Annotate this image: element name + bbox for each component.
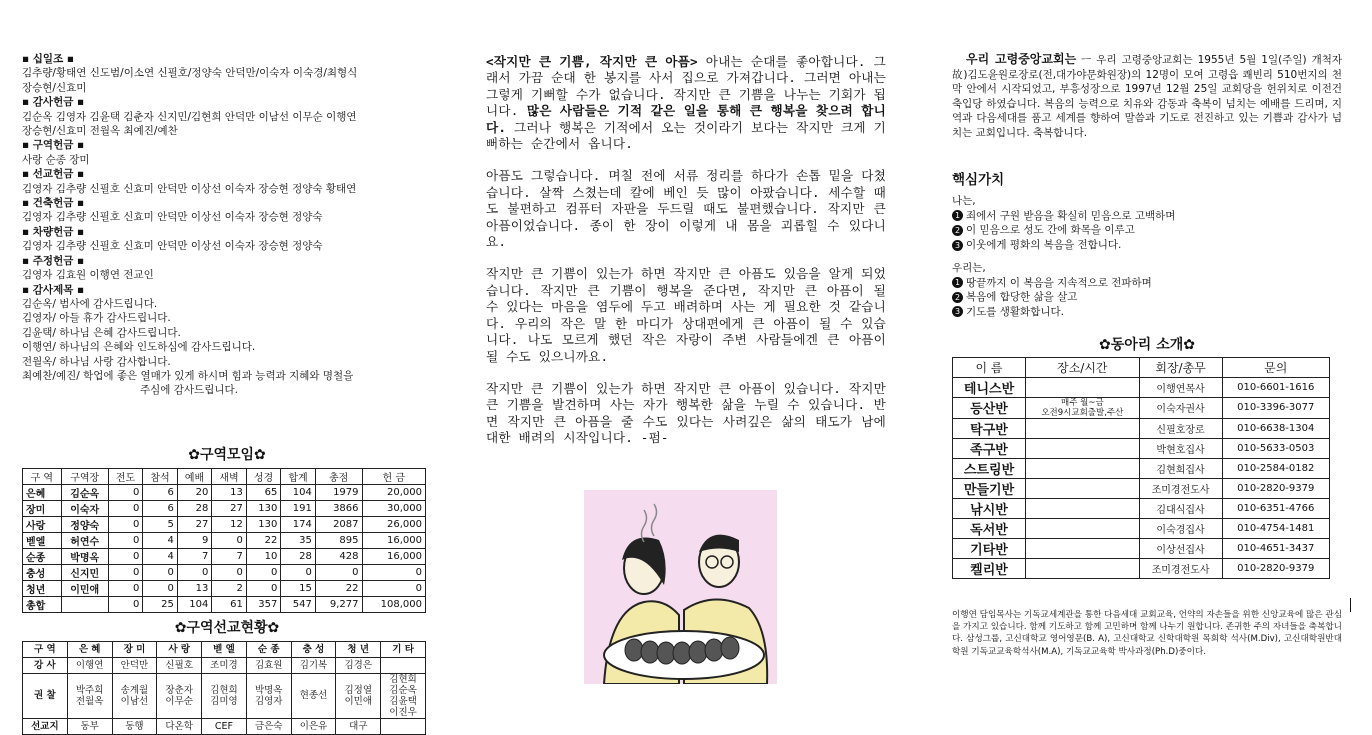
- table-cell: 0: [108, 532, 143, 548]
- table-cell: 동행: [112, 718, 157, 734]
- table-cell: 130: [246, 500, 281, 516]
- core-value-text: 기도를 생활화합니다.: [966, 305, 1064, 318]
- table-cell: [1026, 478, 1140, 498]
- table-cell: 4: [143, 548, 178, 564]
- table-cell: 191: [281, 500, 316, 516]
- table-cell: 16,000: [362, 548, 425, 564]
- column-header: 순 종: [246, 641, 291, 657]
- row-label: 권 찰: [23, 673, 68, 718]
- table-cell: 0: [281, 564, 316, 580]
- table-cell: 김순옥: [61, 484, 108, 500]
- row-label: 벧엘: [23, 532, 62, 548]
- number-badge-icon: 1: [952, 210, 963, 221]
- core-value-text: 죄에서 구원 받음을 확실히 믿음으로 고백하며: [966, 209, 1176, 222]
- table-cell: 010-3396-3077: [1222, 397, 1329, 418]
- offering-heading: ▪ 건축헌금 ▪: [22, 196, 432, 210]
- table-cell: 010-2584-0182: [1222, 458, 1329, 478]
- table-row: [23, 596, 426, 612]
- table-cell: 010-4651-3437: [1222, 538, 1329, 558]
- offering-heading: ▪ 선교헌금 ▪: [22, 167, 432, 181]
- column-header: 문의: [1222, 357, 1329, 377]
- table-cell: 16,000: [362, 532, 425, 548]
- offering-heading: ▪ 십일조 ▪: [22, 52, 432, 66]
- table-cell: 장춘자 이무순: [157, 673, 202, 718]
- row-label: 선교지: [23, 718, 68, 734]
- core-value-item: [952, 276, 1342, 291]
- offering-line: 최예찬/예진/ 학업에 좋은 열매가 있게 하시며 힘과 능력과 지혜와 명철을: [22, 369, 354, 382]
- mission-status-table: [22, 641, 426, 735]
- core-value-text: 땅끝까지 이 복음을 지속적으로 전파하며: [966, 276, 1152, 289]
- row-label: 은혜: [23, 484, 62, 500]
- essay-bold-text: 많은 사람들은 기적 같은 일을 통해 큰 행복을 찾으려 합니다.: [486, 103, 886, 135]
- table-cell: 이숙자: [61, 500, 108, 516]
- offering-line: 김영자/ 아들 휴가 감사드립니다.: [22, 312, 171, 325]
- table-cell: [1026, 418, 1140, 438]
- table-cell: 김효원: [246, 657, 291, 673]
- table-cell: 동부: [67, 718, 112, 734]
- table-cell: 20: [177, 484, 212, 500]
- table-cell: 0: [108, 580, 143, 596]
- core-value-item: [952, 209, 1342, 224]
- table-cell: [381, 718, 426, 734]
- club-name: 탁구반: [953, 418, 1026, 438]
- row-label: 충성: [23, 564, 62, 580]
- table-cell: 허연수: [61, 532, 108, 548]
- column-header: 총점: [315, 468, 362, 484]
- number-badge-icon: 3: [952, 240, 963, 251]
- column-header: 전도: [108, 468, 143, 484]
- table-cell: 금은숙: [246, 718, 291, 734]
- offering-line: 장승현/신효미 전월옥 최예진/예찬: [22, 125, 178, 138]
- offering-line: 김영자 김효원 이행연 전교인: [22, 269, 154, 282]
- column-header: 회장/총무: [1139, 357, 1222, 377]
- table-cell: 30,000: [362, 500, 425, 516]
- table-row: [23, 673, 426, 718]
- table-header-row: [23, 641, 426, 657]
- table-cell: 174: [281, 516, 316, 532]
- table-row: [953, 478, 1330, 498]
- offering-line: 전월옥/ 하나님 사랑 감사합니다.: [22, 355, 171, 368]
- core-value-item: [952, 223, 1342, 238]
- club-name: 테니스반: [953, 377, 1026, 397]
- table-row: [953, 458, 1330, 478]
- table-cell: 박명옥: [61, 548, 108, 564]
- table-cell: 0: [362, 580, 425, 596]
- table-cell: 28: [177, 500, 212, 516]
- core-values-list-2: [952, 276, 1342, 320]
- table-cell: 22: [315, 580, 362, 596]
- table-cell: 신지민: [61, 564, 108, 580]
- column-header: 참석: [143, 468, 178, 484]
- offering-heading: ▪ 구역헌금 ▪: [22, 138, 432, 152]
- table-cell: [61, 596, 108, 612]
- offering-line: 김윤택/ 하나님 은혜 감사드립니다.: [22, 326, 181, 339]
- table-cell: 0: [143, 580, 178, 596]
- table-cell: 신필호: [157, 657, 202, 673]
- table-cell: 정양숙: [61, 516, 108, 532]
- table-cell: 0: [108, 564, 143, 580]
- group-meeting-title: ✿구역모임✿: [188, 446, 266, 463]
- column-header: 구역장: [61, 468, 108, 484]
- column-header: 장 미: [112, 641, 157, 657]
- club-name: 켈리반: [953, 558, 1026, 578]
- table-cell: 25: [143, 596, 178, 612]
- row-label: 순종: [23, 548, 62, 564]
- text-cursor: [1350, 598, 1351, 612]
- couple-eating-icon: [584, 490, 777, 684]
- table-cell: [1026, 438, 1140, 458]
- table-cell: 3866: [315, 500, 362, 516]
- row-label: 강 사: [23, 657, 68, 673]
- table-cell: 2: [212, 580, 247, 596]
- table-cell: 0: [246, 580, 281, 596]
- table-cell: 010-2820-9379: [1222, 558, 1329, 578]
- table-cell: 조미경전도사: [1139, 558, 1222, 578]
- offering-heading: ▪ 주정헌금 ▪: [22, 254, 432, 268]
- table-cell: 조미경: [202, 657, 247, 673]
- left-column: [22, 0, 432, 735]
- essay-paragraph-3: 작지만 큰 기쁨이 있는가 하면 작지만 큰 아픔도 있음을 알게 되었습니다. 작지만 큰 기쁨이 행복을 준다면, 작지만 큰 아픔이 될 수 있다는 마음을 염두에 두고 배려하며 사는 게 필요한 것 같습니다. 우리의 작은 말 한 마디가 상대편에게 큰 아픔이 될 수 있습니다. 나도 모르게 했던 작은 자랑이 주변 사람들에겐 큰 아픔이 될 수도 있으니까요.: [486, 266, 886, 364]
- table-cell: 0: [108, 596, 143, 612]
- table-cell: 28: [281, 548, 316, 564]
- table-cell: 0: [246, 564, 281, 580]
- table-cell: 61: [212, 596, 247, 612]
- right-column: [952, 0, 1342, 658]
- table-cell: 김정열 이민애: [336, 673, 381, 718]
- table-cell: 895: [315, 532, 362, 548]
- column-header: 새벽: [212, 468, 247, 484]
- table-cell: 010-6638-1304: [1222, 418, 1329, 438]
- church-intro: [952, 52, 1342, 140]
- table-cell: 547: [281, 596, 316, 612]
- offering-list: [22, 52, 432, 398]
- table-cell: 0: [108, 548, 143, 564]
- table-row: [953, 377, 1330, 397]
- table-row: [23, 532, 426, 548]
- essay-paragraph-1: [486, 54, 886, 152]
- table-cell: 조미경전도사: [1139, 478, 1222, 498]
- table-row: [23, 516, 426, 532]
- offering-line: 주심에 감사드립니다.: [140, 384, 238, 397]
- table-cell: 박현호집사: [1139, 438, 1222, 458]
- table-cell: 송계월 이남선: [112, 673, 157, 718]
- table-cell: 010-2820-9379: [1222, 478, 1329, 498]
- table-cell: 27: [212, 500, 247, 516]
- table-cell: 김현희 김미영: [202, 673, 247, 718]
- table-cell: 35: [281, 532, 316, 548]
- essay-text-end: 그러나 행복은 기적에서 오는 것이라기 보다는 작지만 크게 기뻐하는 순간에서 옵니다.: [486, 119, 886, 152]
- table-cell: [1026, 558, 1140, 578]
- table-cell: 13: [177, 580, 212, 596]
- table-cell: 이숙경집사: [1139, 518, 1222, 538]
- table-row: [23, 718, 426, 734]
- club-table: [952, 357, 1330, 579]
- offering-line: 김추량/황태연 신도범/이소연 신필호/정양숙 안덕만/이숙자 이숙경/최형식: [22, 67, 358, 80]
- table-cell: [1026, 458, 1140, 478]
- table-cell: 0: [143, 564, 178, 580]
- table-row: [953, 397, 1330, 418]
- column-header: 구 역: [23, 641, 68, 657]
- table-cell: 다온학: [157, 718, 202, 734]
- offering-heading: ▪ 차량헌금 ▪: [22, 225, 432, 239]
- column-header: 기 타: [381, 641, 426, 657]
- table-cell: 010-5633-0503: [1222, 438, 1329, 458]
- table-cell: 010-6601-1616: [1222, 377, 1329, 397]
- core-values-title: 핵심가치: [952, 172, 1005, 188]
- table-row: [953, 558, 1330, 578]
- table-cell: 박주희 전월옥: [67, 673, 112, 718]
- table-row: [23, 484, 426, 500]
- offering-line: 김영자 김추량 신필호 신효미 안덕만 이상선 이숙자 장승현 정양숙 황태연: [22, 182, 357, 195]
- table-cell: 27: [177, 516, 212, 532]
- table-cell: [1026, 518, 1140, 538]
- table-cell: 5: [143, 516, 178, 532]
- table-cell: 매주 월~금 오전9시교회출발,주산: [1026, 397, 1140, 418]
- core-value-item: [952, 290, 1342, 305]
- table-cell: 10: [246, 548, 281, 564]
- column-header: 벧 엘: [202, 641, 247, 657]
- table-cell: 010-4754-1481: [1222, 518, 1329, 538]
- church-intro-text: ㅡ 우리 고령중앙교회는 1955년 5월 1일(주일) 개척자 故)김도윤원로장로(전,대가야문화원장)의 12명이 모여 고령읍 쾌빈리 510번지의 천막 안에서 시작되었고, 부흥성장으로 1997년 12월 25일 교회당을 헌위치로 이전건축입당 하였습니다. 복음의 능력으로 치유와 감동과 축복이 넘치는 예배를 드리며, 지역과 다음세대를 품고 세계를 향하여 말씀과 기도로 전진하고 있는 기쁨과 감사가 넘치는 교회입니다. 축복합니다.: [952, 54, 1342, 139]
- row-label: 청년: [23, 580, 62, 596]
- table-cell: 0: [108, 500, 143, 516]
- table-cell: 7: [212, 548, 247, 564]
- table-cell: 0: [108, 484, 143, 500]
- table-cell: [1026, 377, 1140, 397]
- table-cell: 김경은: [336, 657, 381, 673]
- table-row: [23, 580, 426, 596]
- core-values-sub2: 우리는,: [952, 261, 986, 274]
- table-cell: CEF: [202, 718, 247, 734]
- table-cell: 이상선집사: [1139, 538, 1222, 558]
- couple-illustration: [584, 490, 777, 684]
- table-cell: 6: [143, 500, 178, 516]
- table-cell: 0: [362, 564, 425, 580]
- table-cell: 안덕만: [112, 657, 157, 673]
- group-meeting-table: [22, 468, 426, 613]
- table-cell: 130: [246, 516, 281, 532]
- table-row: [953, 538, 1330, 558]
- table-cell: 108,000: [362, 596, 425, 612]
- table-cell: 0: [177, 564, 212, 580]
- table-cell: 박명옥 김영자: [246, 673, 291, 718]
- row-label: 사랑: [23, 516, 62, 532]
- row-label: 장미: [23, 500, 62, 516]
- offering-heading: ▪ 감사헌금 ▪: [22, 95, 432, 109]
- offering-line: 김영자 김추량 신필호 신효미 안덕만 이상선 이숙자 장승현 정양숙: [22, 240, 323, 253]
- table-cell: 김현희 김순옥 김윤택 이진우: [381, 673, 426, 718]
- table-cell: 13: [212, 484, 247, 500]
- offering-line: 이행연/ 하나님의 은혜와 인도하심에 감사드립니다.: [22, 341, 256, 354]
- offering-heading: ▪ 감사제목 ▪: [22, 283, 432, 297]
- column-header: 은 혜: [67, 641, 112, 657]
- table-row: [23, 657, 426, 673]
- table-cell: 0: [315, 564, 362, 580]
- column-header: 충 성: [291, 641, 336, 657]
- table-cell: 김현희집사: [1139, 458, 1222, 478]
- table-cell: 2087: [315, 516, 362, 532]
- club-name: 스트링반: [953, 458, 1026, 478]
- number-badge-icon: 2: [952, 225, 963, 236]
- club-intro-title: ✿동아리 소개✿: [1099, 336, 1195, 353]
- column-header: 구 역: [23, 468, 62, 484]
- column-header: 예배: [177, 468, 212, 484]
- club-name: 낚시반: [953, 498, 1026, 518]
- offering-line: 사랑 순종 장미: [22, 153, 90, 166]
- table-cell: 7: [177, 548, 212, 564]
- club-name: 등산반: [953, 397, 1026, 418]
- table-cell: 이행연목사: [1139, 377, 1222, 397]
- table-cell: 이숙자권사: [1139, 397, 1222, 418]
- core-value-item: [952, 238, 1342, 253]
- essay-paragraph-2: 아픔도 그렇습니다. 며칠 전에 서류 정리를 하다가 손톱 밑을 다쳤습니다. 살짝 스쳤는데 칼에 베인 듯 많이 아팠습니다. 세수할 때도 불편하고 컴퓨터 자판을 두드릴 때도 불편했습니다. 작지만 큰 아픔이었습니다. 종이 한 장이 이렇게 내 몸을 괴롭힐 수 있다니요.: [486, 168, 886, 250]
- table-cell: 이은유: [291, 718, 336, 734]
- core-value-text: 이웃에게 평화의 복음을 전합니다.: [966, 239, 1122, 252]
- table-cell: 15: [281, 580, 316, 596]
- essay-paragraph-4: 작지만 큰 기쁨이 있는가 하면 작지만 큰 아픔이 있습니다. 작지만 큰 기쁨을 발견하며 사는 자가 행복한 삶을 누릴 수 있습니다. 반면 작지만 큰 아픔을 줄 수도 있다는 사려깊은 삶의 태도가 남에 대한 배려의 시작입니다. -펌-: [486, 380, 886, 446]
- table-row: [953, 438, 1330, 458]
- row-label: 총합: [23, 596, 62, 612]
- column-header: 헌 금: [362, 468, 425, 484]
- table-cell: 4: [143, 532, 178, 548]
- table-row: [23, 564, 426, 580]
- column-header: 청 년: [336, 641, 381, 657]
- table-row: [953, 498, 1330, 518]
- core-value-text: 이 믿음으로 성도 간에 화목을 이루고: [966, 224, 1135, 237]
- table-cell: 이민애: [61, 580, 108, 596]
- table-cell: [1026, 498, 1140, 518]
- table-cell: 20,000: [362, 484, 425, 500]
- church-intro-title: 우리 고령중앙교회는: [966, 52, 1077, 66]
- table-cell: 12: [212, 516, 247, 532]
- table-cell: 428: [315, 548, 362, 564]
- offering-line: 김영자 김추량 신필호 신효미 안덕만 이상선 이숙자 장승현 정양숙: [22, 211, 323, 224]
- essay-title: <작지만 큰 기쁨, 작지만 큰 아픔>: [486, 54, 698, 69]
- table-cell: 0: [212, 532, 247, 548]
- number-badge-icon: 2: [952, 292, 963, 303]
- table-cell: 0: [212, 564, 247, 580]
- table-cell: 104: [177, 596, 212, 612]
- table-cell: 357: [246, 596, 281, 612]
- column-header: 사 랑: [157, 641, 202, 657]
- number-badge-icon: 1: [952, 277, 963, 288]
- table-cell: 6: [143, 484, 178, 500]
- core-values-sub1: 나는,: [952, 195, 976, 207]
- core-value-text: 복음에 합당한 삶을 살고: [966, 291, 1078, 304]
- table-cell: 010-6351-4766: [1222, 498, 1329, 518]
- table-cell: 65: [246, 484, 281, 500]
- table-cell: 대구: [336, 718, 381, 734]
- table-row: [23, 500, 426, 516]
- club-name: 족구반: [953, 438, 1026, 458]
- mission-status-title: ✿구역선교현황✿: [174, 619, 280, 636]
- table-cell: 김기복: [291, 657, 336, 673]
- table-cell: 104: [281, 484, 316, 500]
- table-cell: 26,000: [362, 516, 425, 532]
- middle-column: [486, 0, 886, 463]
- pastor-profile: 이행연 담임목사는 기독교세계관을 통한 다음세대 교회교육, 언약의 자손들을 위한 신앙교육에 많은 관심을 가지고 있습니다. 함께 기도하고 함께 고민하며 함께 나누기 원합니다. 존귀한 주의 자녀들을 축복합니다. 삼성그룹, 고신대학교 영어영문(B. A), 고신대학교 신학대학원 목회학 석사(M.Div), 고신대학원반대학원 기독교교육학석사(M.A), 기독교교육학 박사과정(Ph.D)중이다.: [952, 609, 1342, 657]
- club-name: 만들기반: [953, 478, 1026, 498]
- column-header: 이 름: [953, 357, 1026, 377]
- number-badge-icon: 3: [952, 306, 963, 317]
- essay: [486, 54, 886, 447]
- table-cell: 0: [108, 516, 143, 532]
- table-cell: 신필호장로: [1139, 418, 1222, 438]
- offering-line: 김순옥 김영자 김윤택 김춘자 신지민/김현희 안덕만 이남선 이무순 이행연: [22, 110, 357, 123]
- core-values-list-1: [952, 209, 1342, 253]
- table-cell: 이행연: [67, 657, 112, 673]
- table-cell: 김대식집사: [1139, 498, 1222, 518]
- table-row: [23, 548, 426, 564]
- table-cell: 현종선: [291, 673, 336, 718]
- offering-line: 김순옥/ 범사에 감사드립니다.: [22, 297, 158, 310]
- core-values: [952, 194, 1342, 320]
- table-cell: 22: [246, 532, 281, 548]
- table-cell: [381, 657, 426, 673]
- club-name: 독서반: [953, 518, 1026, 538]
- table-cell: 9,277: [315, 596, 362, 612]
- essay-text: 아내는 순대를 좋아합니다. 그래서 가끔 순대 한 봉지를 사서 집으로 가져갑니다. 그러면 아내는 그렇게 기뻐할 수가 없습니다. 작지만 큰 기쁨을 나누는 기회가 됩니다.: [486, 54, 886, 119]
- column-header: 성경: [246, 468, 281, 484]
- club-name: 기타반: [953, 538, 1026, 558]
- column-header: 합계: [281, 468, 316, 484]
- table-row: [953, 418, 1330, 438]
- table-row: [953, 518, 1330, 538]
- core-value-item: [952, 305, 1342, 320]
- table-cell: [1026, 538, 1140, 558]
- offering-line: 장승현/신효미: [22, 81, 87, 94]
- table-cell: 1979: [315, 484, 362, 500]
- table-cell: 9: [177, 532, 212, 548]
- column-header: 장소/시간: [1026, 357, 1140, 377]
